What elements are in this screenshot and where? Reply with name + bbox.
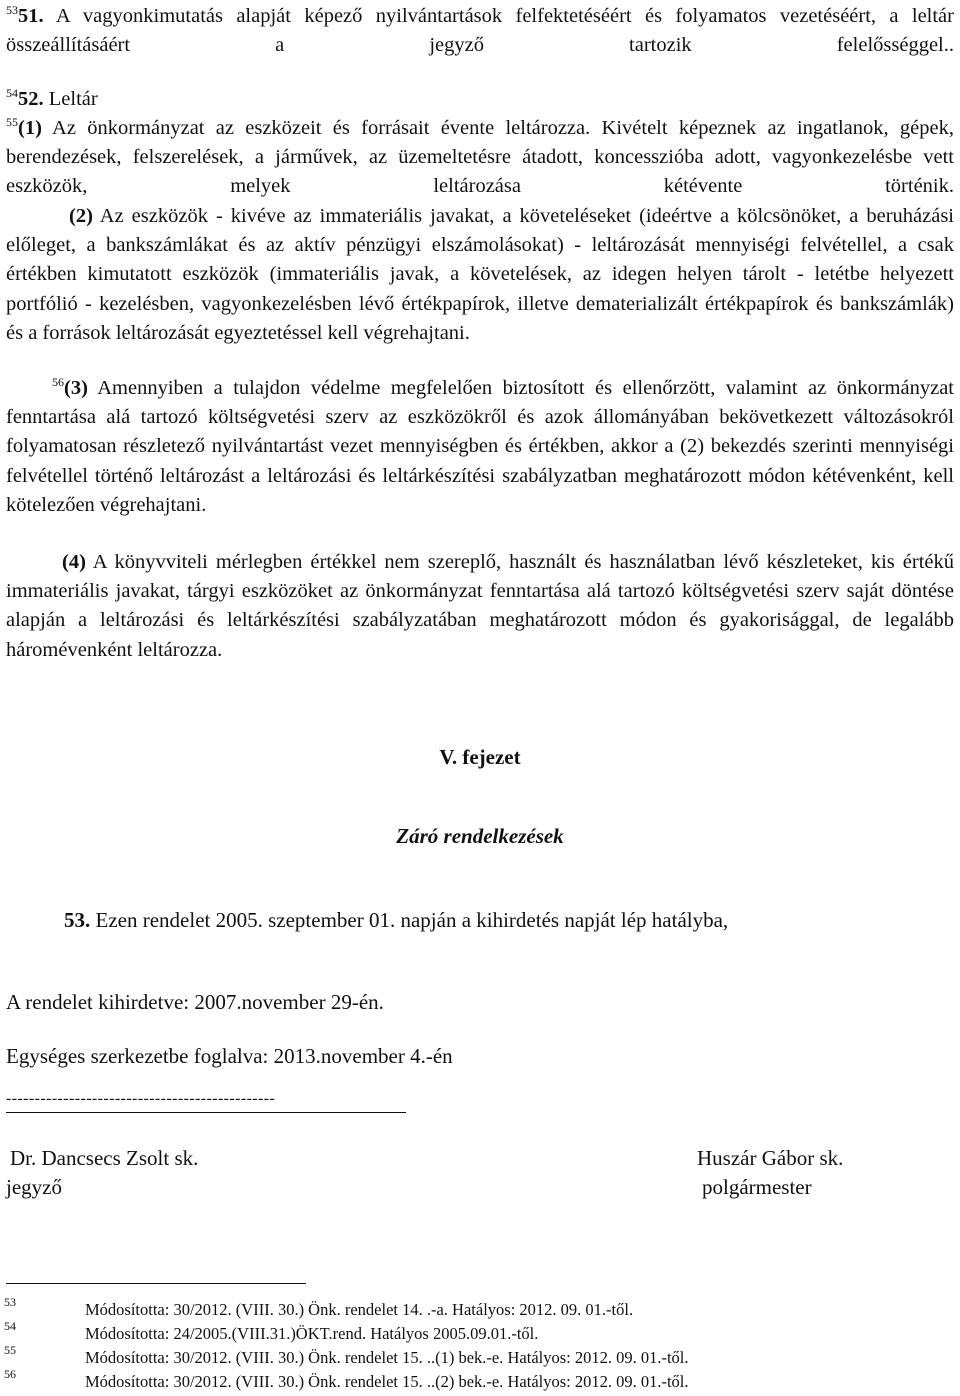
signature-right-role: polgármester — [702, 1175, 812, 1199]
paragraph-text: Amennyiben a tulajdon védelme megfelelően biztosított és ellenőrzött, valamint az önkormányzat fenntartása alá tartozó költségvetési szerv az eszközökről és azok állományában bekövetkezett változásokról folyamatosan részletező nyilvántartást vezet mennyiségben és értékben, akkor a (2) bekezdés szerinti mennyiségi felvétellel történő leltározást a leltározási és leltárkészítési szabályzatban meghatározott módon kétévenként, kell kötelezően végrehajtani. — [6, 377, 954, 516]
footnote-ref-55: 55 — [6, 115, 18, 130]
paragraph-text: Az önkormányzat az eszközeit és forrásait évente leltározza. Kivételt képeznek az ingatlanok, gépek, berendezések, felszerelések, a járművek, az üzemeltetésre átadott, koncesszióba adott, vagyonkezelésbe vett eszközök, melyek leltározása kétévente történik. — [6, 117, 954, 198]
announced-line: A rendelet kihirdetve: 2007.november 29-én. — [6, 990, 384, 1014]
section-text: A vagyonkimutatás alapját képező nyilvántartások felfektetéséért és folyamatos vezetéséért, a leltár összeállításáért a jegyző tartozik felelősséggel.. — [6, 5, 954, 57]
footnote-text: Módosította: 30/2012. (VIII. 30.) Önk. rendelet 14. .-a. Hatályos: 2012. 09. 01.-től. — [85, 1300, 634, 1319]
footnote-ref-53: 53 — [6, 3, 18, 18]
footnote-number: 54 — [4, 1319, 16, 1333]
section-number: 53. — [64, 908, 91, 932]
chapter-title: V. fejezet — [439, 745, 521, 769]
paragraph-label: (4) — [62, 551, 86, 573]
paragraph-label: (1) — [18, 117, 42, 139]
footnote-text: Módosította: 24/2005.(VIII.31.)ÖKT.rend. Hatályos 2005.09.01.-től. — [85, 1324, 539, 1343]
paragraph-label: (2) — [69, 205, 93, 227]
paragraph-text: Az eszközök - kivéve az immateriális javakat, a követeléseket (ideértve a kölcsönöket, a beruházási előleget, a bankszámlákat és az aktív pénzügyi elszámolásokat) - leltározását mennyiségi felvétellel, a csak értékben kimutatott eszközök (immateriális javak, a követelések, az idegen helyen tárolt - letétbe helyezett portfólió - kezelésben, vagyonkezelésben lévő értékpapírok, illetve dematerializált értékpapírok és bankszámlák) és a források leltározását egyeztetéssel kell végrehajtani. — [6, 205, 954, 344]
separator-rule — [6, 1112, 406, 1113]
consolidated-line: Egységes szerkezetbe foglalva: 2013.november 4.-én — [6, 1044, 453, 1068]
paragraph-4 — [6, 548, 954, 665]
section-51 — [6, 2, 954, 60]
section-number: 52. — [18, 88, 44, 110]
signature-right-name: Huszár Gábor sk. — [697, 1146, 844, 1170]
paragraph-2 — [6, 202, 954, 348]
footnote-number: 55 — [4, 1343, 16, 1357]
section-text: Ezen rendelet 2005. szeptember 01. napján a kihirdetés napját lép hatályba, — [90, 908, 729, 932]
section-heading: Leltár — [43, 88, 98, 110]
footnote-text: Módosította: 30/2012. (VIII. 30.) Önk. rendelet 15. ..(2) bek.-e. Hatályos: 2012. 09. 01.-től. — [85, 1372, 689, 1391]
footnote-text: Módosította: 30/2012. (VIII. 30.) Önk. rendelet 15. ..(1) bek.-e. Hatályos: 2012. 09. 01.-től. — [85, 1348, 689, 1367]
section-number: 51. — [18, 5, 44, 27]
chapter-subtitle: Záró rendelkezések — [396, 824, 564, 848]
footnote-number: 56 — [4, 1367, 16, 1381]
separator-line: ----------------------------------------------- — [6, 1090, 276, 1107]
paragraph-label: (3) — [64, 377, 88, 399]
paragraph-3 — [6, 374, 954, 520]
footnote-rule — [6, 1283, 306, 1284]
footnote-number: 53 — [4, 1295, 16, 1309]
signature-left-name: Dr. Dancsecs Zsolt sk. — [10, 1146, 199, 1170]
section-52-heading — [6, 85, 954, 114]
signature-left-role: jegyző — [6, 1175, 62, 1199]
footnote-ref-54: 54 — [6, 86, 18, 101]
paragraph-1 — [6, 114, 954, 202]
footnote-ref-56: 56 — [52, 375, 64, 390]
paragraph-text: A könyvviteli mérlegben értékkel nem szereplő, használt és használatban lévő készleteket, kis értékű immateriális javakat, tárgyi eszközöket az önkormányzat fenntartása alá tartozó költségvetési szerv saját döntése alapján a leltározási és leltárkészítési szabályzatában meghatározott módon és gyakorisággal, de legalább háromévenként leltározza. — [6, 551, 954, 661]
section-53 — [64, 908, 728, 933]
